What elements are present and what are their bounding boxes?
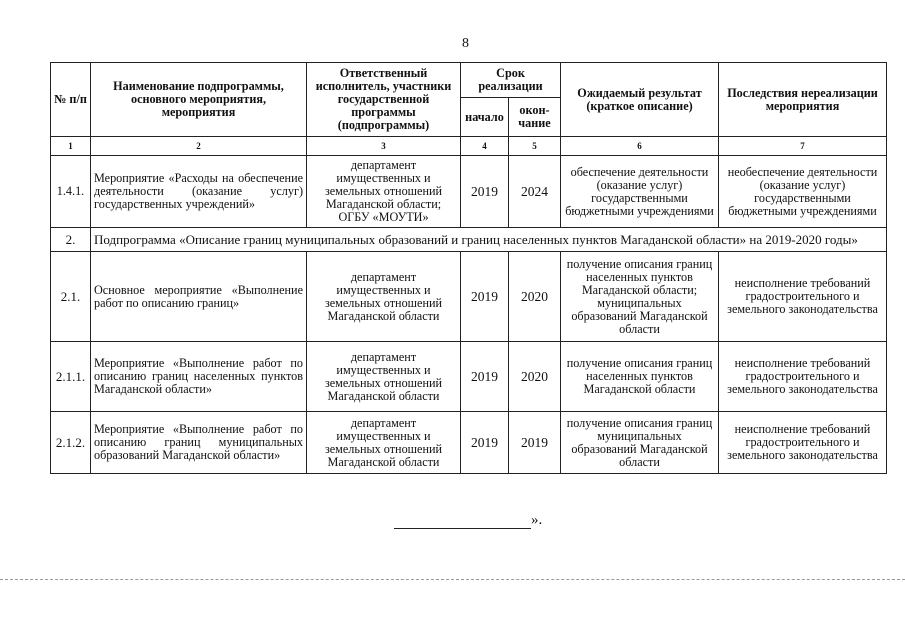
row-num: 2.1. (51, 252, 91, 342)
page-number: 8 (462, 36, 469, 51)
section-num: 2. (51, 228, 91, 252)
row-start: 2019 (461, 156, 509, 228)
program-table (50, 62, 887, 474)
row-num: 2.1.2. (51, 412, 91, 474)
closing-quote: ». (531, 512, 543, 528)
column-number: 7 (719, 137, 887, 156)
row-result: получение описания границ населенных пунктов Магаданской области; муниципальных образований Магаданской области (561, 252, 719, 342)
column-number-row (51, 137, 887, 156)
table-row (51, 342, 887, 412)
closing-line (394, 512, 542, 529)
table-row (51, 412, 887, 474)
row-num: 1.4.1. (51, 156, 91, 228)
header-term: Срок реализации (461, 63, 561, 98)
column-number: 2 (91, 137, 307, 156)
column-number: 3 (307, 137, 461, 156)
row-end: 2020 (509, 252, 561, 342)
row-name: Основное мероприятие «Выполнение работ по описанию границ» (91, 252, 307, 342)
row-executor: департамент имущественных и земельных отношений Магаданской области (307, 342, 461, 412)
row-name: Мероприятие «Расходы на обеспечение деятельности (оказание услуг) государственных учреждений» (91, 156, 307, 228)
header-name: Наименование подпрограммы, основного мероприятия, мероприятия (91, 63, 307, 137)
row-end: 2019 (509, 412, 561, 474)
header-num: № п/п (51, 63, 91, 137)
row-name: Мероприятие «Выполнение работ по описанию границ муниципальных образований Магаданской области» (91, 412, 307, 474)
page-divider (0, 579, 905, 580)
header-executor: Ответственный исполнитель, участники государственной программы (подпрограммы) (307, 63, 461, 137)
row-end: 2020 (509, 342, 561, 412)
row-start: 2019 (461, 252, 509, 342)
row-num: 2.1.1. (51, 342, 91, 412)
column-number: 5 (509, 137, 561, 156)
section-row (51, 228, 887, 252)
table-row (51, 252, 887, 342)
section-title: Подпрограмма «Описание границ муниципальных образований и границ населенных пунктов Магаданской области» на 2019-2020 годы» (91, 228, 887, 252)
row-consequence: неисполнение требований градостроительного и земельного законодательства (719, 412, 887, 474)
row-end: 2024 (509, 156, 561, 228)
row-executor: департамент имущественных и земельных отношений Магаданской области (307, 252, 461, 342)
header-result: Ожидаемый результат (краткое описание) (561, 63, 719, 137)
column-number: 6 (561, 137, 719, 156)
row-result: обеспечение деятельности (оказание услуг) государственными бюджетными учреждениями (561, 156, 719, 228)
column-number: 1 (51, 137, 91, 156)
header-end: окон-чание (509, 98, 561, 137)
header-consequence: Последствия нереализации мероприятия (719, 63, 887, 137)
header-row (51, 63, 887, 98)
row-name: Мероприятие «Выполнение работ по описанию границ населенных пунктов Магаданской области» (91, 342, 307, 412)
signature-underline (394, 514, 531, 529)
header-start: начало (461, 98, 509, 137)
row-consequence: неисполнение требований градостроительного и земельного законодательства (719, 342, 887, 412)
row-consequence: неисполнение требований градостроительного и земельного законодательства (719, 252, 887, 342)
row-start: 2019 (461, 342, 509, 412)
column-number: 4 (461, 137, 509, 156)
row-executor: департамент имущественных и земельных отношений Магаданской области; ОГБУ «МОУТИ» (307, 156, 461, 228)
row-start: 2019 (461, 412, 509, 474)
row-result: получение описания границ населенных пунктов Магаданской области (561, 342, 719, 412)
row-consequence: необеспечение деятельности (оказание услуг) государственными бюджетными учреждениями (719, 156, 887, 228)
row-result: получение описания границ муниципальных образований Магаданской области (561, 412, 719, 474)
row-executor: департамент имущественных и земельных отношений Магаданской области (307, 412, 461, 474)
table-row (51, 156, 887, 228)
